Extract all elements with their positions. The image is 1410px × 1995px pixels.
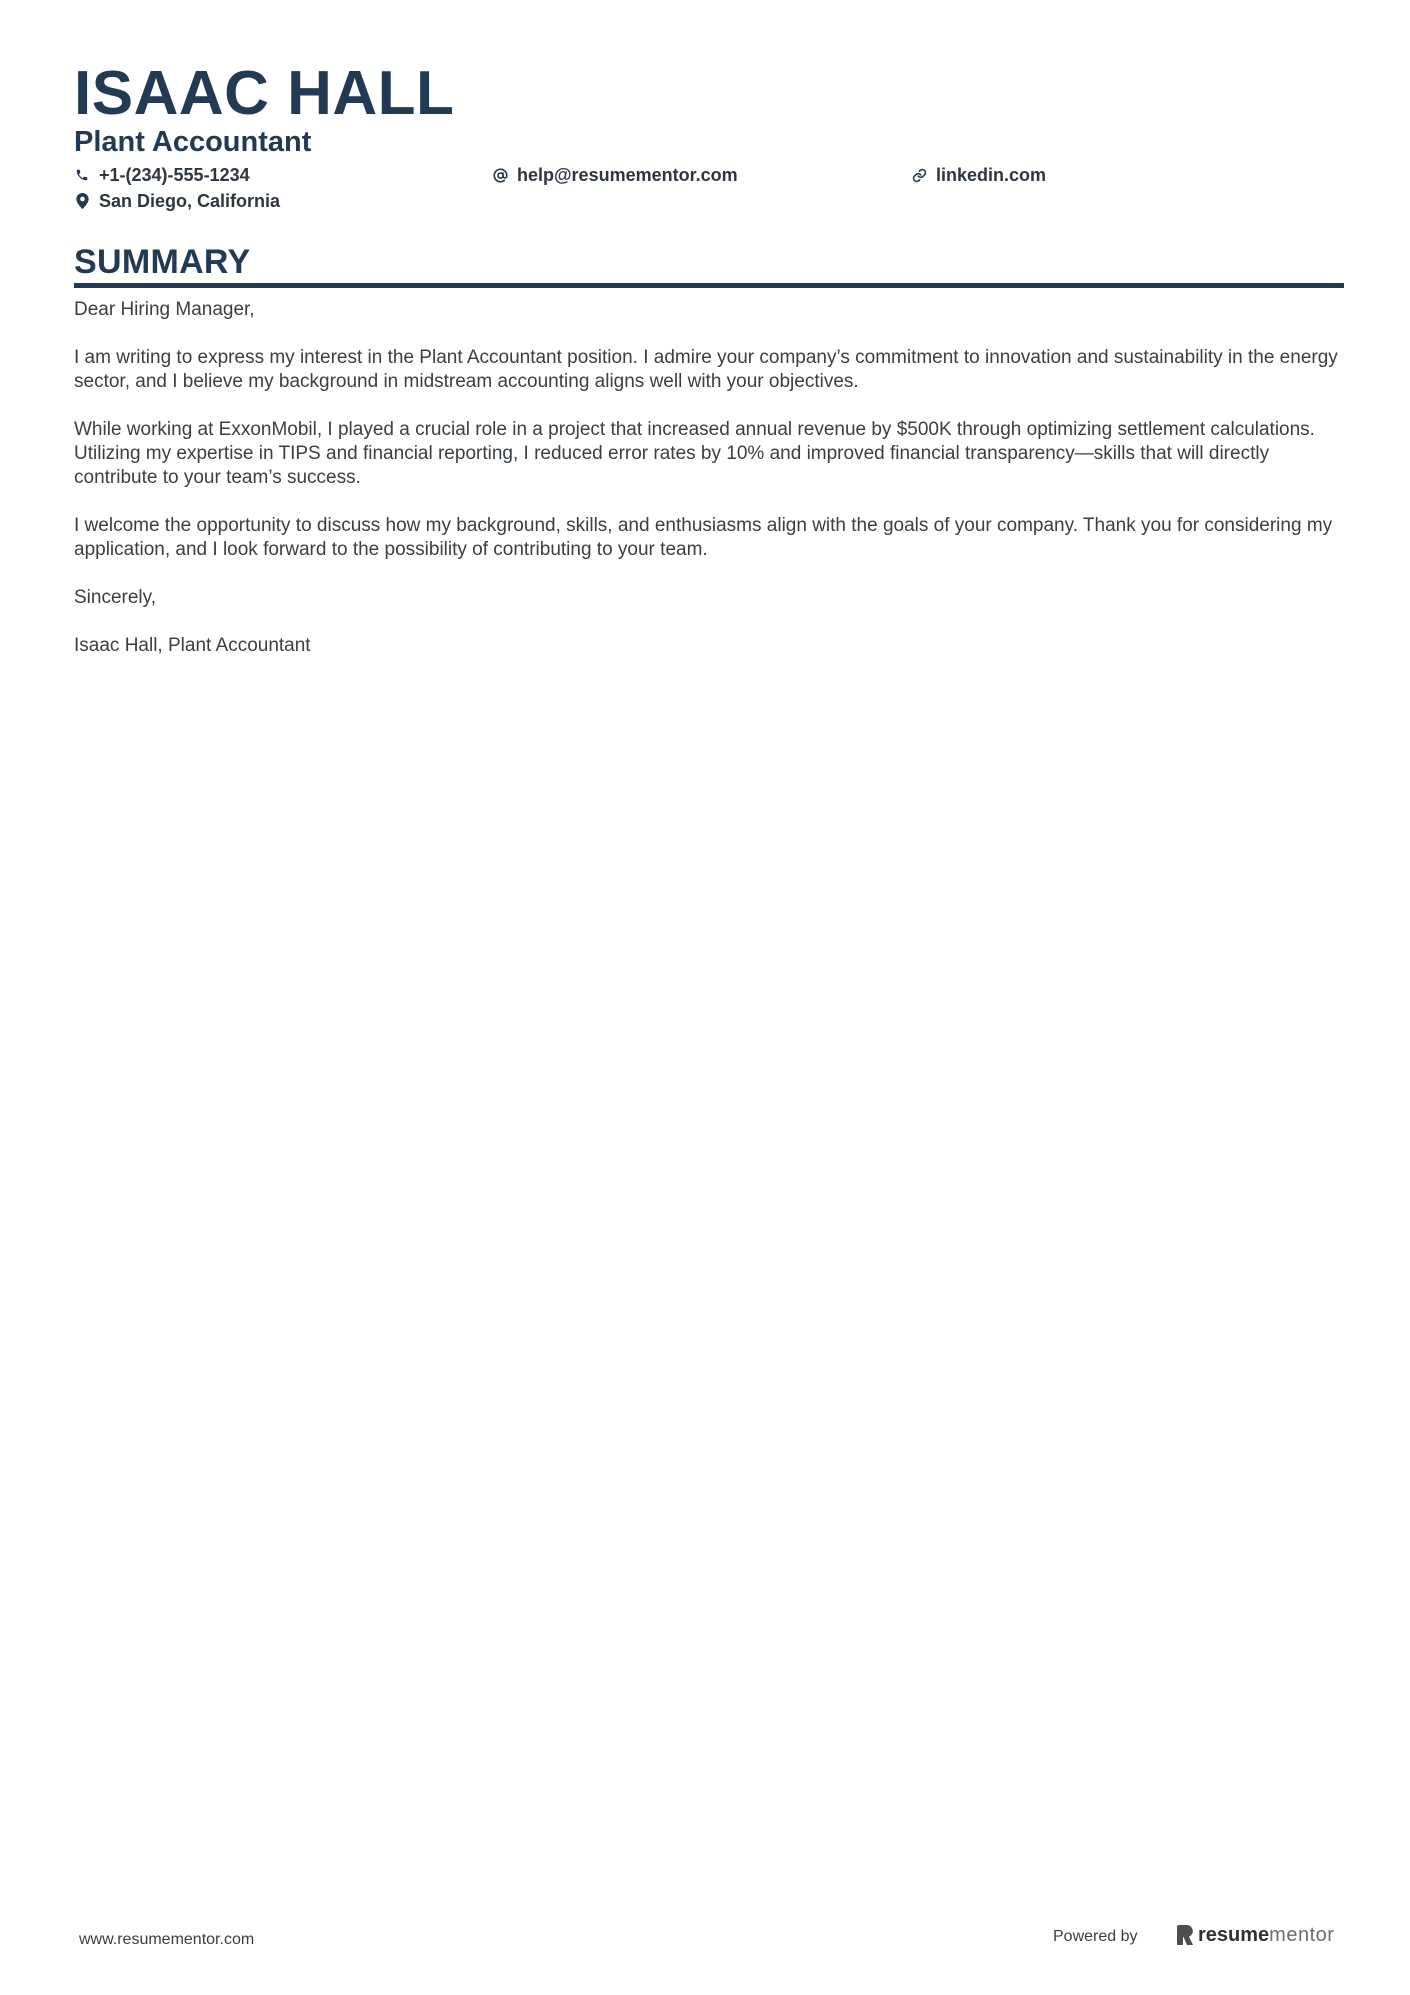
candidate-title: Plant Accountant	[74, 126, 312, 158]
section-title-summary: SUMMARY	[74, 243, 251, 281]
link-text[interactable]: linkedin.com	[936, 165, 1047, 185]
footer-brand-logo[interactable]	[1177, 1922, 1334, 1948]
letter-paragraph: While working at ExxonMobil, I played a crucial role in a project that increased annual revenue by $500K through optimizing settlement calculations. Utilizing my expertise in TIPS and financial reporting, I reduced error rates by 10% and improved financial transparency—skills that will directly contribute to your team’s success.	[74, 419, 1315, 488]
resumementor-logo-icon	[1177, 1925, 1193, 1945]
letter-body	[74, 298, 1344, 682]
letter-signature: Isaac Hall, Plant Accountant	[74, 635, 311, 656]
at-sign-icon	[492, 167, 508, 183]
email-text[interactable]: help@resumementor.com	[517, 165, 738, 185]
brand-name-part-2: mentor	[1269, 1924, 1335, 1946]
contact-link	[911, 163, 1046, 187]
map-pin-icon	[74, 193, 90, 209]
letter-salutation: Dear Hiring Manager,	[74, 299, 255, 320]
letter-closing: Sincerely,	[74, 587, 157, 608]
resume-page	[74, 0, 1344, 1995]
section-divider	[74, 283, 1344, 288]
link-icon	[911, 167, 927, 183]
candidate-name: ISAAC HALL	[74, 59, 455, 128]
contact-email	[492, 163, 738, 187]
brand-name-part-1: resume	[1198, 1924, 1270, 1946]
contact-location	[74, 189, 280, 213]
letter-paragraph: I am writing to express my interest in the Plant Accountant position. I admire your company’s commitment to innovation and sustainability in the energy sector, and I believe my background in midstream accounting aligns well with your objectives.	[74, 347, 1338, 392]
footer-powered-by: Powered by	[1053, 1928, 1138, 1945]
phone-icon	[74, 167, 90, 183]
phone-text: +1-(234)-555-1234	[99, 165, 250, 185]
contact-phone	[74, 163, 250, 187]
footer-website[interactable]: www.resumementor.com	[79, 1931, 255, 1948]
location-text: San Diego, California	[99, 191, 281, 211]
letter-paragraph: I welcome the opportunity to discuss how my background, skills, and enthusiasms align with the goals of your company. Thank you for considering my application, and I look forward to the possibility of contributing to your team.	[74, 515, 1333, 560]
